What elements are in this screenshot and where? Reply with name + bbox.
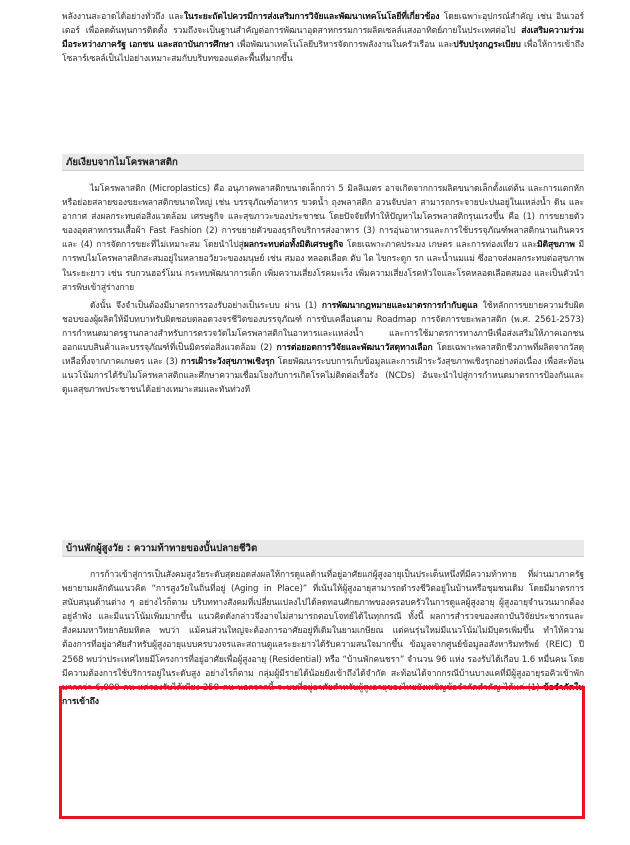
- bold-text-run: ส่งเสริมความร่วมมือระหว่างภาครัฐ เอกชน และสถาบันการศึกษา: [62, 26, 584, 51]
- bold-text-run: มิติสุขภาพ: [536, 240, 575, 251]
- intro-text-block: [62, 10, 584, 66]
- bold-text-run: การพัฒนากฎหมายและมาตรการกำกับดูแล: [321, 300, 478, 311]
- text-run: เพื่อพัฒนาเทคโนโลยีบริหารจัดการพลังงานในครัวเรือน และ: [233, 40, 454, 51]
- bold-text-run: การต่อยอดการวิจัยและพัฒนาวัสดุทางเลือก: [276, 343, 433, 354]
- text-run: เพื่อให้การเข้าถึงโซลาร์เซลล์เป็นไปอย่างเหมาะสมกับบริบทของแต่ละพื้นที่มากขึ้น: [62, 40, 584, 65]
- text-run: ไมโครพลาสติก (Microplastics) คือ อนุภาคพลาสติกขนาดเล็กกว่า 5 มิลลิเมตร อาจเกิดจากการผลิตขนาดเล็กตั้งแต่ต้น และการแตกหักหรือย่อยสลายของขยะพลาสติกขนาดใหญ่ เช่น บรรจุภัณฑ์อาหาร ขวดน้ำ ถุงพลาสติก อวนจับปลา สามารถกระจายปะปนอยู่ในแหล่งน้ำ ดิน และอากาศ ส่งผลกระทบต่อสิ่งแวดล้อม เศรษฐกิจ และสุขภาวะของประชาชน โดยปัจจัยที่ทำให้ปัญหาไมโครพลาสติกรุนแรงขึ้น คือ (1) การขยายตัวของอุตสาหกรรมเสื้อผ้า Fast Fashion (2) การขยายตัวของธุรกิจบริการส่งอาหาร (3) การอุ่นอาหารและการใช้บรรจุภัณฑ์พลาสติกนานเกินควร และ (4) การจัดการขยะที่ไม่เหมาะสม โดยนำไปสู่: [62, 184, 584, 251]
- section-heading-microplastics: ภัยเงียบจากไมโครพลาสติก: [62, 154, 584, 171]
- bold-text-run: การเฝ้าระวังสุขภาพเชิงรุก: [180, 357, 275, 368]
- elderly-housing-text-block: [62, 568, 584, 709]
- bold-text-run: ในระยะถัดไปควรมีการส่งเสริมการวิจัยและพัฒนาเทคโนโลยีที่เกี่ยวข้อง: [183, 12, 440, 22]
- text-run: โดยเฉพาะภาคประมง เกษตร และการท่องเที่ยว และ: [343, 240, 537, 251]
- elderly-housing-paragraph-1: [62, 568, 584, 709]
- section-heading-elderly-housing: บ้านพักผู้สูงวัย : ความท้าทายของบั้นปลายชีวิต: [62, 540, 584, 557]
- microplastics-paragraph-2: [62, 299, 584, 398]
- text-run: โดยพัฒนาระบบการเก็บข้อมูลและการเฝ้าระวังสุขภาพเชิงรุกอย่างต่อเนื่อง เพื่อสะท้อนแนวโน้มการได้รับไมโครพลาสติกและศึกษาความเชื่อมโยงกับการเกิดโรคไม่ติดต่อเรื้อรัง (NCDs) อันจะนำไปสู่การกำหนดมาตรการป้องกันและดูแลสุขภาพประชาชนได้อย่างเหมาะสมและทันท่วงที: [62, 357, 585, 396]
- text-run: มีการพบไมโครพลาสติกสะสมอยู่ในหลายอวัยวะของมนุษย์ เช่น สมอง หลอดเลือด ตับ ไต ไขกระดูก รก และน้ำนมแม่ ซึ่งอาจส่งผลกระทบต่อสุขภาพในระยะยาว เช่น รบกวนฮอร์โมน กระทบพัฒนาการเด็ก เพิ่มความเสี่ยงโรคมะเร็ง เพิ่มความเสี่ยงโรคหัวใจและโรคหลอดเลือดสมอง และเป็นตัวนำสารพิษเข้าสู่ร่างกาย: [62, 240, 585, 293]
- text-run: โดยเฉพาะพลาสติกชีวภาพที่ผลิตจากวัสดุเหลือทิ้งจากภาคเกษตร และ (3): [62, 343, 584, 368]
- microplastics-text-block: [62, 182, 584, 397]
- microplastics-paragraph-1: [62, 182, 584, 295]
- text-run: การก้าวเข้าสู่การเป็นสังคมสูงวัยระดับสุดยอดส่งผลให้การดูแลด้านที่อยู่อาศัยแก่ผู้สูงอายุเป็นประเด็นหนึ่งที่มีความท้าทาย ที่ผ่านมาภาครัฐพยายามผลักดันแนวคิด “การสูงวัยในถิ่นที่อยู่ (Aging in Place)” ที่เน้นให้ผู้สูงอายุสามารถดำรงชีวิตอยู่ในบ้านหรือชุมชนเดิม โดยมีมาตรการสนับสนุนด้านต่าง ๆ อย่างไรก็ตาม บริบททางสังคมที่เปลี่ยนแปลงไปได้ลดทอนศักยภาพของครอบครัวในการดูแลผู้สูงอายุ ผู้สูงอายุจำนวนมากต้องอยู่ลำพัง และมีแนวโน้มเพิ่มมากขึ้น แนวคิดดังกล่าวจึงอาจไม่สามารถตอบโจทย์ได้ในทุกกรณี ทั้งนี้ ผลการสำรวจของสถาบันวิจัยประชากรและสังคมมหาวิทยาลัยมหิดล พบว่า แม้คนส่วนใหญ่จะต้องการอาศัยอยู่ที่เดิมในยามเกษียณ แต่คนรุ่นใหม่มีแนวโน้มไม่มีบุตรเพิ่มขึ้น ทำให้ความต้องการที่อยู่อาศัยสำหรับผู้สูงอายุแบบครบวงจรและสถานดูแลระยะยาวได้รับความสนใจมากขึ้น ข้อมูลจากศูนย์ข้อมูลอสังหาริมทรัพย์ (REIC) ปี 2568 พบว่าประเทศไทยมีโครงการที่อยู่อาศัยเพื่อผู้สูงอายุ (Residential) หรือ “บ้านพักคนชรา” จำนวน 96 แห่ง รองรับได้เกือบ 1.6 หมื่นคน โดยมีความต้องการใช้บริการอยู่ในระดับสูง อย่างไรก็ตาม กลุ่มผู้มีรายได้น้อยยังเข้าถึงได้จำกัด สะท้อนได้จากกรณีบ้านบางแคที่มีผู้สูงอายุรอคิวเข้าพักมากกว่า 6,000 คน แต่รองรับได้เพียง 250 คน นอกจากนี้ ระบบที่อยู่อาศัยสำหรับผู้สูงอายุของไทยยังเผชิญข้อจำกัดสำคัญ ได้แก่ (1): [62, 570, 584, 693]
- text-run: พลังงานสะอาดได้อย่างทั่วถึง และ: [62, 12, 184, 22]
- text-run: ดังนั้น จึงจำเป็นต้องมีมาตรการรองรับอย่างเป็นระบบ ผ่าน (1): [90, 300, 322, 311]
- intro-paragraph: [62, 10, 584, 66]
- text-run: ใช้หลักการขยายความรับผิดชอบของผู้ผลิตให้มีบทบาทรับผิดชอบตลอดวงจรชีวิตของบรรจุภัณฑ์ การขับเคลื่อนตาม Roadmap การจัดการขยะพลาสติก (พ.ศ. 2561-2573) การกำหนดมาตรฐานกลางสำหรับการตรวจวัดไมโครพลาสติกในอาหารและแหล่งน้ำ และการใช้มาตรการทางภาษีเพื่อส่งเสริมให้ภาคเอกชนออกแบบสินค้าและบรรจุภัณฑ์ที่เป็นมิตรต่อสิ่งแวดล้อม (2): [62, 300, 584, 354]
- bold-text-run: ผลกระทบต่อทั้งมิติเศรษฐกิจ: [243, 240, 344, 251]
- bold-text-run: ปรับปรุงกฎระเบียบ: [453, 40, 521, 51]
- bold-text-run: ข้อจำกัดในการเข้าถึง: [62, 682, 584, 707]
- text-run: โดยเฉพาะอุปกรณ์สำคัญ เช่น อินเวอร์เตอร์ เพื่อลดต้นทุนการติดตั้ง รวมถึงจะเป็นฐานสำคัญต่อการพัฒนาอุตสาหกรรมการผลิตเซลล์แสงอาทิตย์ภายในประเทศต่อไป: [62, 12, 585, 37]
